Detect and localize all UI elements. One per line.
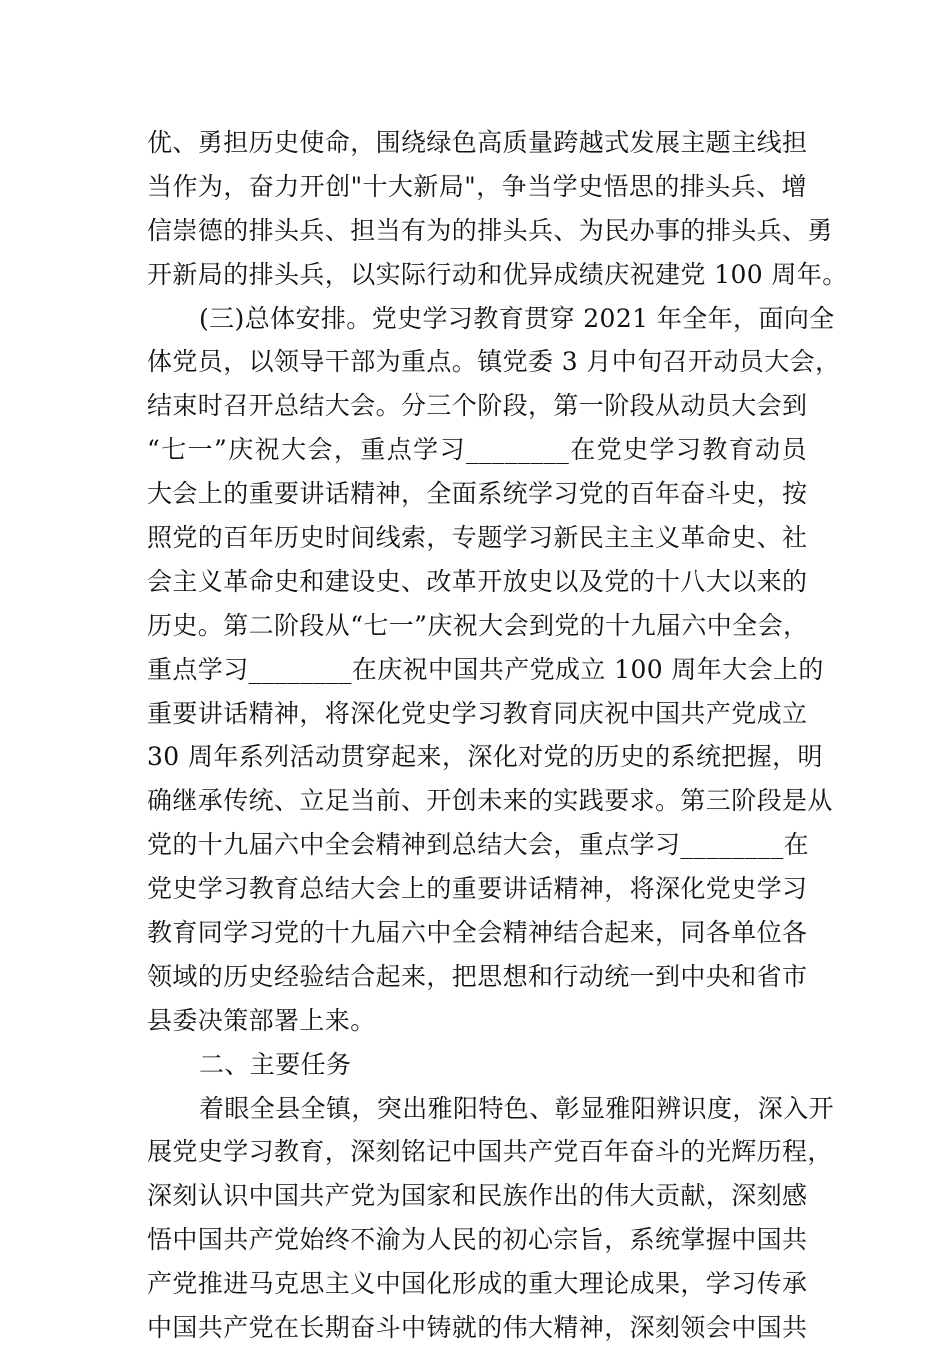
text-line: 党史学习教育总结大会上的重要讲话精神，将深化党史学习 bbox=[147, 874, 808, 904]
paragraph-main-tasks bbox=[147, 1087, 835, 1350]
text-line: 重要讲话精神，将深化党史学习教育同庆祝中国共产党成立 bbox=[147, 698, 808, 728]
text-line: (三)总体安排。党史学习教育贯穿 2021 年全年，面向全 bbox=[199, 303, 835, 333]
text-line: 照党的百年历史时间线索，专题学习新民主主义革命史、社 bbox=[147, 523, 808, 553]
text-line: 体党员，以领导干部为重点。镇党委 3 月中旬召开动员大会， bbox=[147, 347, 841, 377]
text-line: 历史。第二阶段从“七一”庆祝大会到党的十九届六中全会， bbox=[147, 610, 809, 640]
text-line: 县委决策部署上来。 bbox=[147, 1005, 376, 1035]
text-line: 确继承传统、立足当前、开创未来的实践要求。第三阶段是从 bbox=[147, 786, 833, 816]
text-line: “七一”庆祝大会，重点学习________在党史学习教育动员 bbox=[147, 435, 807, 465]
text-line: 悟中国共产党始终不渝为人民的初心宗旨，系统掌握中国共 bbox=[147, 1225, 808, 1255]
text-line: 30 周年系列活动贯穿起来，深化对党的历史的系统把握，明 bbox=[147, 742, 823, 772]
text-line: 重点学习________在庆祝中国共产党成立 100 周年大会上的 bbox=[147, 654, 824, 684]
text-line: 着眼全县全镇，突出雅阳特色、彰显雅阳辨识度，深入开 bbox=[199, 1093, 835, 1123]
document-body bbox=[147, 121, 848, 1350]
text-line: 当作为，奋力开创"十大新局"，争当学史悟思的排头兵、增 bbox=[147, 171, 807, 201]
text-line: 大会上的重要讲话精神，全面系统学习党的百年奋斗史，按 bbox=[147, 479, 808, 509]
text-line: 结束时召开总结大会。分三个阶段，第一阶段从动员大会到 bbox=[147, 391, 808, 421]
text-line: 中国共产党在长期奋斗中铸就的伟大精神，深刻领会中国共 bbox=[147, 1313, 808, 1343]
text-line: 会主义革命史和建设史、改革开放史以及党的十八大以来的 bbox=[147, 566, 808, 596]
text-line: 教育同学习党的十九届六中全会精神结合起来，同各单位各 bbox=[147, 918, 808, 948]
paragraph-overall-arrangement bbox=[147, 297, 841, 1043]
text-line: 党的十九届六中全会精神到总结大会，重点学习________在 bbox=[147, 830, 810, 860]
section-heading-main-tasks bbox=[147, 1043, 807, 1087]
text-line: 信崇德的排头兵、担当有为的排头兵、为民办事的排头兵、勇 bbox=[147, 215, 833, 245]
text-line: 优、勇担历史使命，围绕绿色高质量跨越式发展主题主线担 bbox=[147, 128, 808, 157]
text-line: 开新局的排头兵，以实际行动和优异成绩庆祝建党 100 周年。 bbox=[147, 259, 848, 289]
text-line: 领域的历史经验结合起来，把思想和行动统一到中央和省市 bbox=[147, 961, 808, 991]
text-line: 展党史学习教育，深刻铭记中国共产党百年奋斗的光辉历程， bbox=[147, 1137, 833, 1167]
paragraph-continuation bbox=[147, 121, 848, 297]
text-line: 产党推进马克思主义中国化形成的重大理论成果，学习传承 bbox=[147, 1269, 808, 1299]
section-heading: 二、主要任务 bbox=[199, 1049, 352, 1079]
text-line: 深刻认识中国共产党为国家和民族作出的伟大贡献，深刻感 bbox=[147, 1181, 808, 1211]
